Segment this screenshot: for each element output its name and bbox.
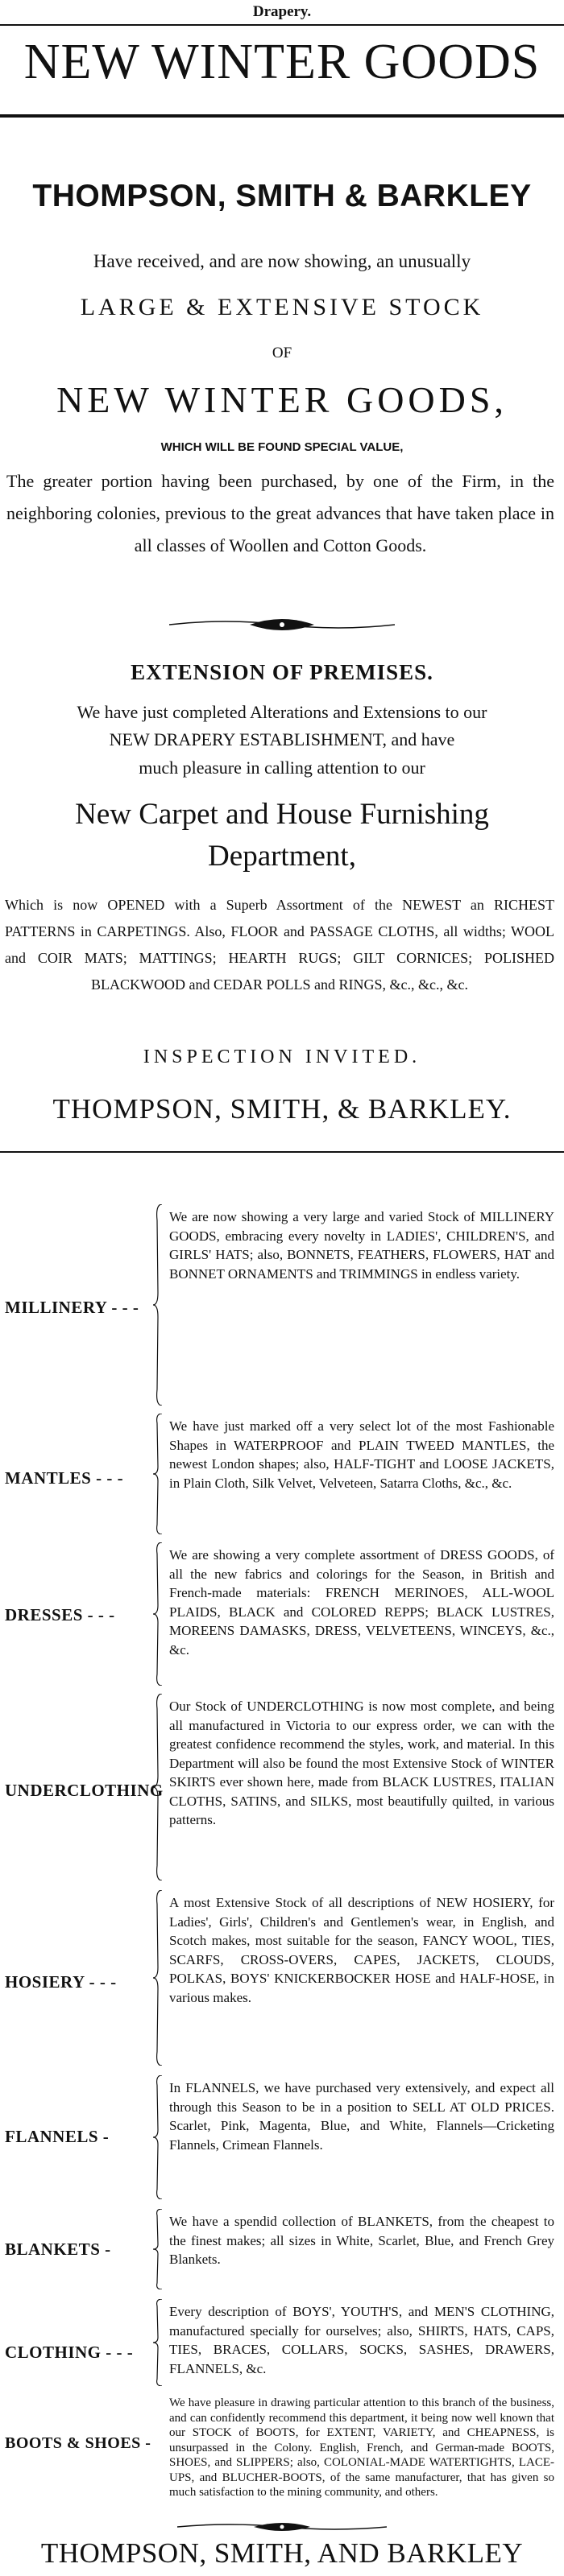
brace-underclothing xyxy=(153,1694,163,1880)
carpet-heading-2: Department, xyxy=(208,840,356,873)
label-clothing: CLOTHING - - - xyxy=(5,2343,134,2362)
intro-of: OF xyxy=(272,345,292,361)
label-underclothing: UNDERCLOTHING xyxy=(5,1781,164,1800)
text-underclothing: Our Stock of UNDERCLOTHING is now most complete, and being all manufactured in Victoria to our express order, we can with the greatest confidence recommend the styles, work, and material. In this Department will also be found the most Extensive Stock of WINTER SKIRTS ever shown here, made from BLACK LUSTRES, ITALIAN CLOTHS, SATINS, and SILKS, most beautifully quilted, in various patterns. xyxy=(169,1699,554,1827)
label-boots-shoes: BOOTS & SHOES - xyxy=(5,2434,151,2452)
brace-blankets xyxy=(153,2209,163,2289)
label-blankets: BLANKETS - xyxy=(5,2240,111,2259)
headline: NEW WINTER GOODS xyxy=(23,35,541,89)
rule-above-sections xyxy=(0,1151,564,1153)
text-mantles: We have just marked off a very select lot of the most Fashionable Shapes in WATERPROOF and PLAIN TWEED MANTLES, the newest London shapes; also, HALF-TIGHT and LOOSE JACKETS, in Plain Cloth, Silk Velvet, Velveteen, Satarra Cloths, &c., &c. xyxy=(169,1418,554,1491)
text-blankets: We have a spendid collection of BLANKETS, from the cheapest to the finest makes; all sizes in White, Scarlet, Blue, and French Grey Blankets. xyxy=(169,2214,554,2267)
intro-line-1: Have received, and are now showing, an unusually xyxy=(93,251,471,271)
brace-clothing xyxy=(153,2299,163,2386)
brace-flannels xyxy=(153,2075,163,2199)
brace-dresses xyxy=(153,1542,163,1686)
label-hosiery: HOSIERY - - - xyxy=(5,1972,117,1992)
extension-line-1: We have just completed Alterations and Extensions to our xyxy=(77,702,487,722)
text-dresses: We are showing a very complete assortment of DRESS GOODS, of all the new fabrics and colorings for the Season, in British and French-made materials: FRENCH MERINOES, ALL-WOOL PLAIDS, BLACK and COLORED REPPS; BLACK LUSTRES, MOREENS DAMASKS, DRESS, VELVETEENS, WINCEYS, &c., &c. xyxy=(169,1547,554,1657)
extension-title: EXTENSION OF PREMISES. xyxy=(131,660,433,684)
intro-large-stock: LARGE & EXTENSIVE STOCK xyxy=(80,294,484,320)
rule-under-headline xyxy=(0,114,564,118)
brace-hosiery xyxy=(153,1890,163,2066)
inspection-invited: INSPECTION INVITED. xyxy=(143,1046,421,1067)
brace-mantles xyxy=(153,1414,163,1534)
footer-firm-name: THOMPSON, SMITH, AND BARKLEY xyxy=(40,2537,524,2569)
ornament-rule-2 xyxy=(177,2520,387,2534)
ornament-rule-1 xyxy=(169,615,395,634)
label-dresses: DRESSES - - - xyxy=(5,1605,115,1624)
intro-paragraph: The greater portion having been purchased, by one of the Firm, in the neighboring colonies, previous to the great advances that have taken place in all classes of Woollen and Cotton Goods. xyxy=(6,471,554,555)
carpet-paragraph: Which is now OPENED with a Superb Assortment of the NEWEST an RICHEST PATTERNS in CARPETINGS. Also, FLOOR and PASSAGE CLOTHS, all widths; WOOL and COIR MATS; MATTINGS; HEARTH RUGS; GILT CORNICES; POLISHED BLACKWOOD and CEDAR POLLS and RINGS, &c., &c., &c. xyxy=(5,897,554,993)
carpet-heading-1: New Carpet and House Furnishing xyxy=(75,798,489,831)
brace-millinery xyxy=(153,1204,163,1406)
firm-name-2: THOMPSON, SMITH, & BARKLEY. xyxy=(52,1093,512,1125)
intro-new-winter-goods: NEW WINTER GOODS, xyxy=(56,379,508,420)
text-clothing: Every description of BOYS', YOUTH'S, and MEN'S CLOTHING, manufactured specially for ourselves; also, SHIRTS, HATS, CAPS, TIES, BRACES, COLLARS, SOCKS, SASHES, DRAWERS, FLANNELS, &c. xyxy=(169,2304,554,2376)
extension-line-3: much pleasure in calling attention to our xyxy=(139,758,425,778)
firm-name: THOMPSON, SMITH & BARKLEY xyxy=(32,179,532,213)
section-header: Drapery. xyxy=(252,3,312,20)
text-flannels: In FLANNELS, we have purchased very extensively, and expect all through this Season to be in a position to SELL AT OLD PRICES. Scarlet, Pink, Magenta, Blue, and White, Flannels—Cricketing Flannels, Crimean Flannels. xyxy=(169,2080,554,2153)
extension-line-2: NEW DRAPERY ESTABLISHMENT, and have xyxy=(109,729,455,749)
text-hosiery: A most Extensive Stock of all descriptions of NEW HOSIERY, for Ladies', Girls', Children's and Gentlemen's wear, in English, and Scotch makes, most suitable for the season, FANCY WOOL, TIES, SCARFS, CROSS-OVERS, CAPES, JACKETS, CLOUDS, POLKAS, BOYS' KNICKERBOCKER HOSE and HALF-HOSE, in various makes. xyxy=(169,1895,554,2005)
text-millinery: We are now showing a very large and varied Stock of MILLINERY GOODS, embracing every novelty in LADIES', CHILDREN'S, and GIRLS' HATS; also, BONNETS, FEATHERS, FLOWERS, HAT and BONNET ORNAMENTS and TRIMMINGS in endless variety. xyxy=(169,1209,554,1282)
text-boots-shoes: We have pleasure in drawing particular attention to this branch of the business, and can confidently recommend this department, it being now well known that our STOCK of BOOTS, for EXTENT, VARIETY, and CHEAPNESS, is unsurpassed in the Colony. English, French, and German-made BOOTS, SHOES, and SLIPPERS; also, COLONIAL-MADE WATERTIGHTS, LACE-UPS, and BLUCHER-BOOTS, of the same manufacturer, that has given so much satisfaction to the mining community, and others. xyxy=(169,2396,554,2499)
label-flannels: FLANNELS - xyxy=(5,2127,110,2146)
label-mantles: MANTLES - - - xyxy=(5,1468,124,1488)
label-millinery: MILLINERY - - - xyxy=(5,1298,139,1317)
intro-special-value: WHICH WILL BE FOUND SPECIAL VALUE, xyxy=(160,440,404,454)
top-rule xyxy=(0,24,564,26)
